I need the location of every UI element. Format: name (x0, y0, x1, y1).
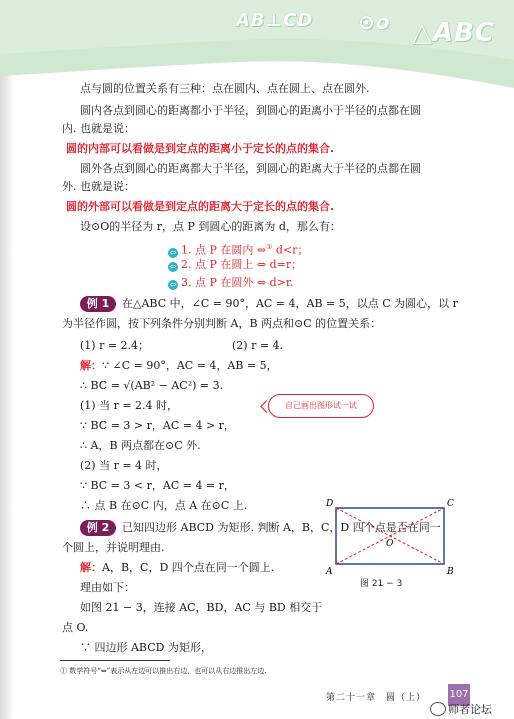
header-deco-circle: ⊙o (358, 10, 391, 34)
speech-bubble: 自己画出图形试一试 (268, 394, 374, 418)
label-b: B (447, 567, 454, 576)
example-1-case-2: (2) r = 4. (232, 339, 284, 352)
solution-label: 解： (80, 359, 102, 372)
label-o: O (386, 539, 394, 549)
solution-text: ∵ ∠C = 90°，AC = 4，AB = 5， (102, 359, 278, 372)
example-1-badge: 例 1 (80, 296, 116, 312)
example-2-line: 已知四边形 ABCD 为矩形. 判断 A，B，C，D 四个点是否在同一 (122, 521, 441, 534)
page-number: 107 (448, 684, 470, 706)
solution-line: ∵ 四边形 ABCD 为矩形， (80, 641, 212, 654)
figure-caption: 图 21 − 3 (360, 579, 403, 589)
condition-2-text: 2. 点 P 在圆上 ⇔ d=r； (181, 258, 303, 271)
footnote-mark: ① (266, 243, 273, 251)
solution-line (80, 561, 274, 575)
diagonal-ac (336, 508, 444, 564)
condition-1-text: 1. 点 P 在圆内 ⇔ (181, 243, 267, 257)
text-line: 圆外各点到圆心的距离都大于半径，到圆心的距离大于半径的点都在圆 (80, 162, 421, 175)
watermark-icon (430, 702, 446, 716)
text-line: 外. 也就是说： (62, 180, 135, 193)
text-line: 圆内各点到圆心的距离都小于半径，到圆心的距离小于半径的点都在圆 (80, 104, 421, 117)
page-edge-shadow (0, 0, 14, 719)
solution-line (80, 359, 278, 373)
example-1-case-1: (1) r = 2.4； (80, 339, 150, 352)
label-d: D (326, 499, 334, 509)
example-1-line: 在△ABC 中，∠C = 90°，AC = 4，AB = 5，以点 C 为圆心，以 r (122, 297, 458, 310)
solution-line: 理由如下： (80, 581, 135, 594)
solution-label: 解： (80, 561, 102, 574)
definition-outside: 圆的外部可以看做是到定点的距离大于定长的点的集合. (66, 200, 335, 213)
condition-2 (168, 258, 302, 272)
footnote-rule (60, 660, 170, 661)
solution-text: A，B，C，D 四个点在同一个圆上. (102, 561, 275, 574)
solution-line: ∵ BC = 3 > r，AC = 4 > r， (80, 419, 235, 432)
solution-line: 点 O. (62, 621, 89, 634)
text-line: 内. 也就是说： (62, 122, 135, 135)
arrow-icon: ⇔ (169, 247, 177, 257)
arrow-icon: ⇔ (169, 262, 177, 271)
solution-line: ∵ BC = 3 < r，AC = 4 = r， (80, 479, 235, 492)
text-line: 设⊙O的半径为 r，点 P 到圆心的距离为 d，那么有： (80, 220, 341, 233)
example-1-line: 为半径作圆，按下列条件分别判断 A，B 两点和⊙C 的位置关系： (62, 317, 382, 330)
example-2-badge: 例 2 (80, 520, 116, 536)
watermark: 师者论坛 (448, 703, 492, 716)
condition-3-text: 3. 点 P 在圆外 ⇔ d>r. (181, 276, 294, 289)
solution-line: 如图 21 − 3，连接 AC，BD，AC 与 BD 相交于 (80, 601, 323, 614)
condition-1-tail: d<r； (272, 243, 309, 257)
text-line: 点与圆的位置关系有三种：点在圆内、点在圆上、点在圆外. (80, 82, 370, 95)
solution-line: ∴ A，B 两点都在⊙C 外. (80, 439, 201, 452)
definition-inside: 圆的内部可以看做是到定点的距离小于定长的点的集合. (66, 142, 335, 155)
rectangle-figure (324, 496, 456, 576)
header-deco-perpendicular: AB⊥CD (236, 10, 314, 31)
label-a: A (326, 567, 333, 576)
footnote: ① 数学符号“⇔”表示从左边可以推出右边，也可以从右边推出左边. (60, 667, 267, 675)
chapter-title: 第二十一章 圆（上） (326, 693, 427, 703)
header-deco-triangle: △ABC (412, 18, 496, 48)
condition-3 (168, 276, 293, 290)
arrow-icon: ⇔ (169, 280, 177, 289)
condition-1 (168, 240, 308, 258)
solution-line: ∴ 点 B 在⊙C 内，点 A 在⊙C 上. (80, 499, 248, 512)
label-c: C (447, 499, 454, 509)
example-2-line: 个圆上，并说明理由. (62, 541, 165, 554)
solution-line: (1) 当 r = 2.4 时， (80, 399, 179, 412)
solution-line: ∴ BC = √(AB² − AC²) = 3. (80, 379, 224, 392)
solution-line: (2) 当 r = 4 时， (80, 459, 168, 472)
